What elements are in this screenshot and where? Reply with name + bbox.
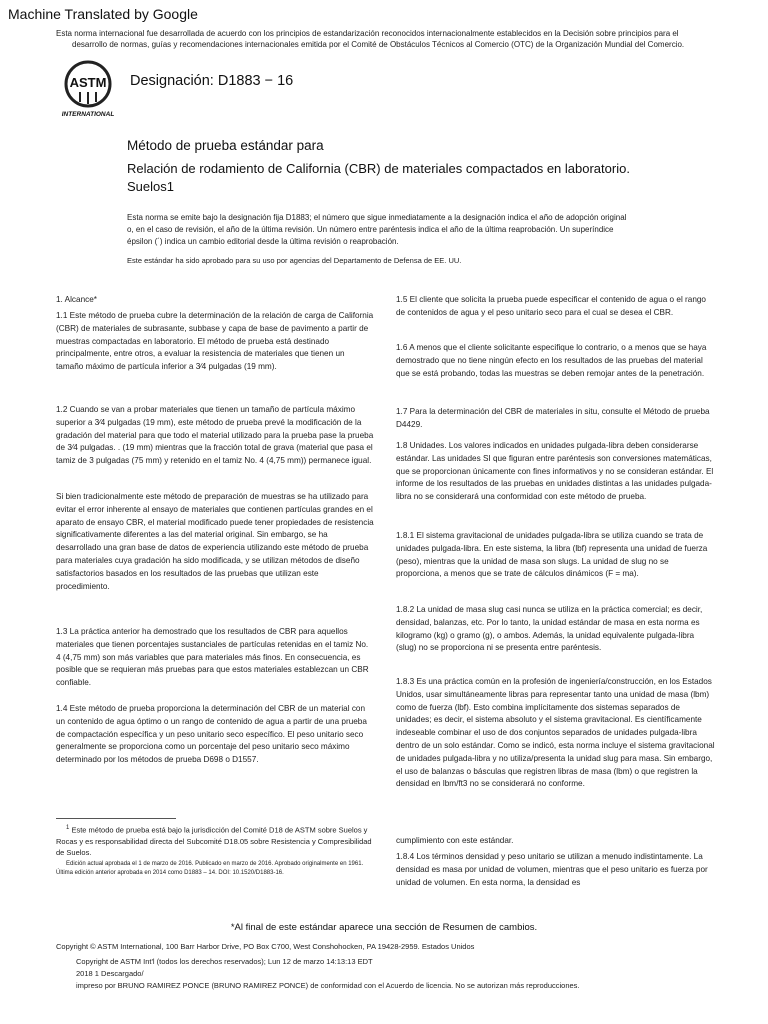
document-title: Método de prueba estándar para (127, 138, 324, 153)
issue-note-line-2: o, en el caso de revisión, el año de la última revisión. Un número entre paréntesis indica el año de la última reaprobación. Un superíndice (127, 225, 614, 234)
document-subtitle (127, 160, 687, 196)
preface-note (56, 28, 736, 50)
paragraph-1-8-3-continued: cumplimiento con este estándar. (396, 836, 514, 845)
issue-note-line-1: Esta norma se emite bajo la designación fija D1883; el número que sigue inmediatamente a la designación indica el año de adopción original (127, 213, 627, 222)
subtitle-line-1: Relación de rodamiento de California (CBR) de materiales compactados en laboratorio. (127, 161, 630, 176)
paragraph-1-8-1: 1.8.1 El sistema gravitacional de unidades pulgada-libra se utiliza cuando se trata de unidades pulgada-libra. En este sistema, la libra (lbf) representa una unidad de fuerza (peso), mientras que la unidad de masa son slugs. La unidad de slug no se proporciona, a menos que se trate de cálculos dinámicos (F = ma). (396, 531, 708, 579)
paragraph-1-8-3: 1.8.3 Es una práctica común en la profesión de ingeniería/construcción, en los Estados Unidos, usar simultáneamente libras para representar tanto una unidad de masa (lbm) como de fuerza (lbf). Esto combina implícitamente dos sistemas separados de unidades; es decir, el sistema absoluto y el sistema gravitacional. Es científicamente indeseable combinar el uso de dos conjuntos separados de unidades pulgada-libra dentro de un solo estándar. Como se indicó, esta norma incluye el sistema gravitacional de unidades pulgada-libra y no utiliza/presenta la unidad slug para masa. Sin embargo, el uso de balanzas o básculas que registren libras de masa (lbm) o que registren la densidad en lbm/ft3 no se considerará no conforme. (396, 677, 715, 789)
summary-of-changes-note: *Al final de este estándar aparece una sección de Resumen de cambios. (230, 922, 538, 933)
download-info-line-1: Copyright de ASTM Int'l (todos los derechos reservados); Lun 12 de marzo 14:13:13 EDT (76, 957, 373, 966)
astm-logo (56, 58, 120, 120)
paragraph-1-6: 1.6 A menos que el cliente solicitante especifique lo contrario, o a menos que se haya demostrado que no tiene ningún efecto en los resultados de las pruebas del material que se está probando, todas las muestras se deben remojar antes de la penetración. (396, 343, 707, 378)
paragraph-1-5: 1.5 El cliente que solicita la prueba puede especificar el contenido de agua o el rango de contenidos de agua y el peso unitario seco para el cual se desea el CBR. (396, 295, 706, 317)
download-info-line-2: 2018 1 Descargado/ (76, 969, 144, 978)
paragraph-1-2: 1.2 Cuando se van a probar materiales que tienen un tamaño de partícula máximo superior a 3⁄4 pulgadas (19 mm), este método de prueba prevé la modificación de la gradación del material para que todo el material utilizado para la prueba pase la prueba de 3⁄4 pulgadas. . (19 mm) mientras que la fracción total de grava (material que pasa el tamiz de 3 pulgadas (75 mm) y retenido en el tamiz No. 4 (4,75 mm)) permanece igual. (56, 405, 374, 466)
paragraph-1-2-continued: Si bien tradicionalmente este método de preparación de muestras se ha utilizado para evitar el error inherente al ensayo de materiales que contienen partículas grandes en el aparato de ensayo CBR, el material modificado puede tener propiedades de resistencia significativamente diferentes a las del material original. Sin embargo, se ha desarrollado una gran base de datos de experiencia utilizando este método de prueba para materiales cuya gradación ha sido modificada, y se utilizan métodos de diseño satisfactorios basados en los resultados de las pruebas que utilizan este procedimiento. (56, 492, 374, 591)
preface-line-2: desarrollo de normas, guías y recomendaciones internacionales emitida por el Comité de Obstáculos Técnicos al Comercio (OTC) de la Organización Mundial del Comercio. (72, 40, 685, 49)
logo-astm-text: ASTM (69, 75, 107, 90)
subtitle-line-2: Suelos1 (127, 179, 174, 194)
paragraph-1-7: 1.7 Para la determinación del CBR de materiales in situ, consulte el Método de prueba D4429. (396, 407, 710, 429)
download-info-line-3: impreso por BRUNO RAMIREZ PONCE (BRUNO RAMIREZ PONCE) de conformidad con el Acuerdo de licencia. No se autorizan más reproducciones. (76, 981, 580, 990)
astm-logo-icon (56, 58, 120, 120)
scope-heading: 1. Alcance* (56, 295, 97, 304)
paragraph-1-4: 1.4 Este método de prueba proporciona la determinación del CBR de un material con un contenido de agua óptimo o un rango de contenido de agua a partir de una prueba de compactación específica y un peso unitario seco específico. El peso unitario seco generalmente se proporciona como un porcentaje del peso unitario seco máximo determinado por los métodos de prueba D698 o D1557. (56, 704, 367, 765)
footnote-mark: 1 (66, 825, 70, 831)
designation: Designación: D1883 − 16 (130, 73, 294, 89)
footnote-edition-line-2: Última edición anterior aprobada en 2014 como D1883 – 14. DOI: 10.1520/D1883-16. (56, 869, 284, 876)
issue-note-line-3: épsilon (´) indica un cambio editorial desde la última revisión o reaprobación. (127, 237, 399, 246)
footnote-text: Este método de prueba está bajo la jurisdicción del Comité D18 de ASTM sobre Suelos y Rocas y es responsabilidad directa del Subcomité D18.05 sobre Resistencia y Compresibilidad de Suelos. (56, 825, 372, 857)
dod-approval-note: Este estándar ha sido aprobado para su uso por agencias del Departamento de Defensa de EE. UU. (127, 256, 462, 265)
preface-line-1: Esta norma internacional fue desarrollada de acuerdo con los principios de estandarización reconocidos internacionalmente establecidos en la Decisión sobre principios para el (56, 29, 679, 38)
paragraph-1-3: 1.3 La práctica anterior ha demostrado que los resultados de CBR para aquellos materiales que tienen porcentajes sustanciales de partículas retenidas en el tamiz No. 4 (4,75 mm) son más variables que para materiales más finos. En consecuencia, es posible que se requieran más pruebas para que estos materiales establezcan un CBR confiable. (56, 627, 369, 688)
footnote-divider (56, 818, 176, 819)
download-info (76, 956, 716, 992)
paragraph-1-1: 1.1 Este método de prueba cubre la determinación de la relación de carga de California (CBR) de materiales de subrasante, subbase y capa de base de pavimento a partir de muestras compactadas en laboratorio. El método de prueba está destinado principalmente, entre otros, a evaluar la resistencia de materiales que tienen un tamaño máximo de partícula inferior a 3⁄4 pulgadas (19 mm). (56, 311, 374, 372)
copyright-line: Copyright © ASTM International, 100 Barr Harbor Drive, PO Box C700, West Conshohocken, PA 19428-2959. Estados Unidos (56, 942, 475, 951)
issue-note (127, 212, 657, 248)
paragraph-1-8-2: 1.8.2 La unidad de masa slug casi nunca se utiliza en la práctica comercial; es decir, densidad, balanzas, etc. Por lo tanto, la unidad estándar de masa en esta norma es kilogramo (kg) o gramo (g), o ambos. Además, la unidad equivalente pulgada-libra (slug) no se proporciona ni se presenta entre paréntesis. (396, 605, 703, 653)
machine-translation-banner: Machine Translated by Google (8, 6, 198, 22)
footnote (56, 823, 376, 878)
paragraph-1-8: 1.8 Unidades. Los valores indicados en unidades pulgada-libra deben considerarse estándar. Las unidades SI que figuran entre paréntesis son conversiones matemáticas, que se proporcionan únicamente con fines informativos y no se consideran estándar. El informe de los resultados de las pruebas en unidades distintas a las unidades pulgada-libra no se considerará una conformidad con este método de prueba. (396, 441, 714, 502)
paragraph-1-8-4: 1.8.4 Los términos densidad y peso unitario se utilizan a menudo indistintamente. La densidad es masa por unidad de volumen, mientras que el peso unitario es fuerza por unidad de volumen. En esta norma, la densidad es (396, 852, 708, 887)
logo-international-text: INTERNATIONAL (61, 111, 115, 118)
footnote-edition-line-1: Edición actual aprobada el 1 de marzo de 2016. Publicado en marzo de 2016. Aprobado originalmente en 1961. (66, 860, 364, 867)
